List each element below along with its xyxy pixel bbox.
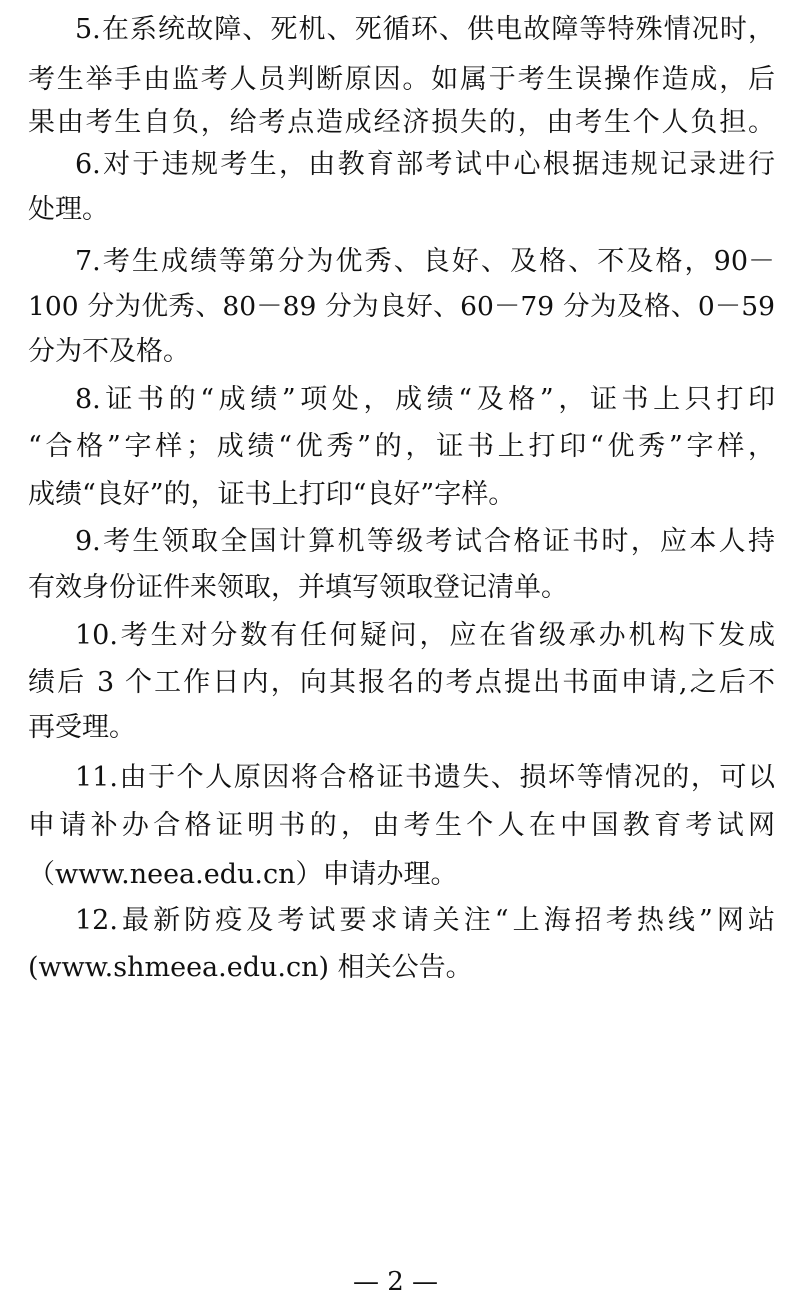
- text-line: 考生举手由监考人员判断原因。如属于考生误操作造成，后: [28, 64, 775, 95]
- text-line: 果由考生自负，给考点造成经济损失的，由考生个人负担。: [28, 107, 775, 138]
- text-line: 申请补办合格证明书的，由考生个人在中国教育考试网: [28, 810, 775, 841]
- text-line: (www.shmeea.edu.cn) 相关公告。: [28, 952, 473, 983]
- text-line: 处理。: [28, 194, 109, 225]
- text-line: 成绩“良好”的，证书上打印“良好”字样。: [28, 479, 516, 510]
- text-line: 6.对于违规考生，由教育部考试中心根据违规记录进行: [75, 149, 775, 180]
- text-line: 分为不及格。: [28, 336, 190, 367]
- text-line: （www.neea.edu.cn）申请办理。: [28, 859, 458, 890]
- text-line: 7.考生成绩等第分为优秀、良好、及格、不及格，90－: [75, 246, 775, 277]
- text-line: 11.由于个人原因将合格证书遗失、损坏等情况的，可以: [75, 762, 775, 793]
- text-line: 9.考生领取全国计算机等级考试合格证书时，应本人持: [75, 526, 775, 557]
- text-line: 5.在系统故障、死机、死循环、供电故障等特殊情况时，: [75, 14, 775, 45]
- text-line: 有效身份证件来领取，并填写领取登记清单。: [28, 572, 568, 603]
- text-line: 绩后 3 个工作日内，向其报名的考点提出书面申请,之后不: [28, 667, 775, 698]
- text-line: 再受理。: [28, 712, 136, 743]
- text-line: “合格”字样；成绩“优秀”的，证书上打印“优秀”字样，: [28, 431, 775, 462]
- text-line: 12.最新防疫及考试要求请关注“上海招考热线”网站: [75, 905, 775, 936]
- text-line: 10.考生对分数有任何疑问，应在省级承办机构下发成: [75, 620, 775, 651]
- text-line: 100 分为优秀、80－89 分为良好、60－79 分为及格、0－59: [28, 291, 775, 322]
- text-line: 8.证书的“成绩”项处，成绩“及格”，证书上只打印: [75, 384, 775, 415]
- page-number: — 2 —: [352, 1267, 439, 1297]
